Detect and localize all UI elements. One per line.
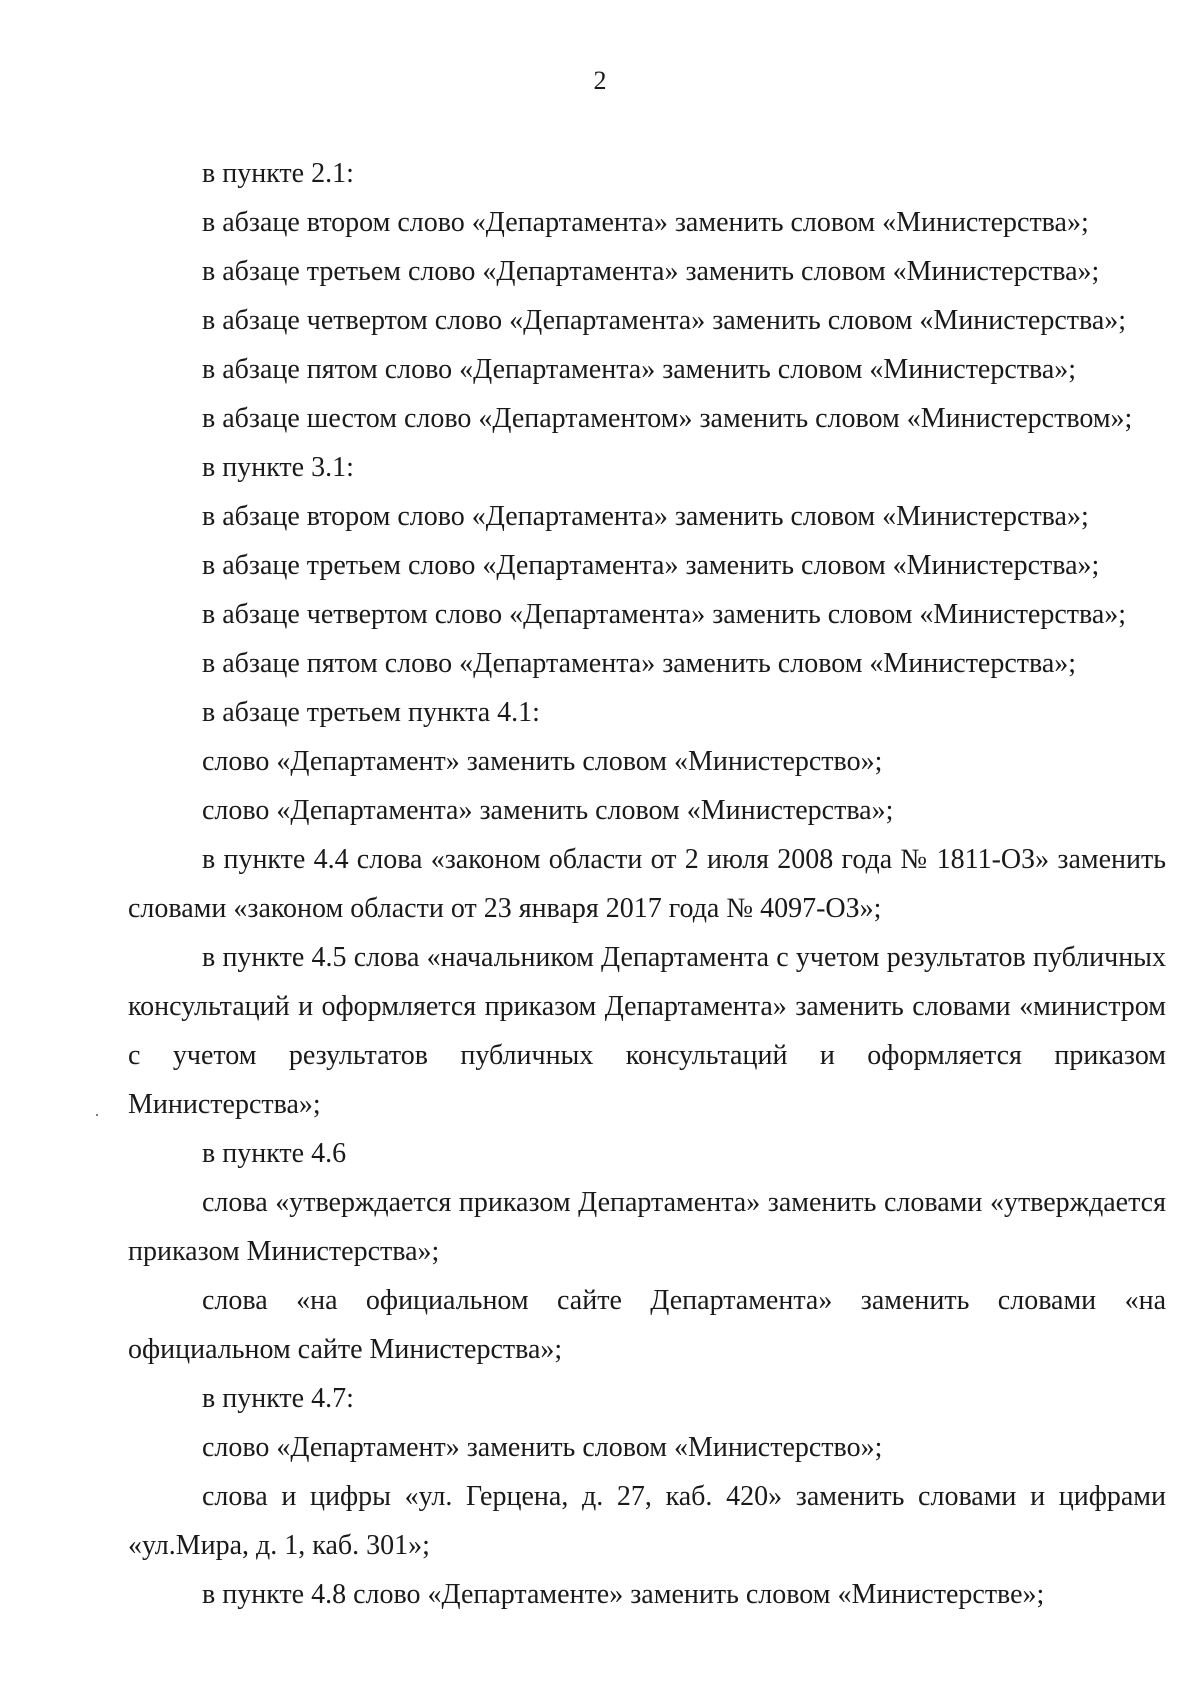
paragraph: слова «на официальном сайте Департамента» заменить словами «на официальном сайте Министерства»; <box>128 1285 1166 1365</box>
paragraph: слова и цифры «ул. Герцена, д. 27, каб. 420» заменить словами и цифрами «ул.Мира, д. 1, каб. 301»; <box>128 1481 1166 1561</box>
paragraph: слово «Департамента» заменить словом «Министерства»; <box>202 795 894 826</box>
paragraph: в пункте 3.1: <box>202 452 354 483</box>
paragraph: в абзаце третьем слово «Департамента» заменить словом «Министерства»; <box>202 550 1100 581</box>
paragraph: слово «Департамент» заменить словом «Министерство»; <box>202 1432 883 1463</box>
paragraph: в пункте 4.4 слова «законом области от 2 июля 2008 года № 1811-ОЗ» заменить словами «законом области от 23 января 2017 года № 4097-ОЗ»; <box>128 844 1166 924</box>
paragraph: в абзаце четвертом слово «Департамента» заменить словом «Министерства»; <box>202 599 1127 630</box>
paragraph: в пункте 4.5 слова «начальником Департамента с учетом результатов публичных консультаций и оформляется приказом Департамента» заменить словами «министром с учетом результатов публичных консультаций и оформляется приказом Министерства»; <box>128 942 1166 1120</box>
paragraph: в абзаце пятом слово «Департамента» заменить словом «Министерства»; <box>202 648 1077 679</box>
paragraph: в абзаце шестом слово «Департаментом» заменить словом «Министерством»; <box>202 403 1133 434</box>
paragraph: в абзаце пятом слово «Департамента» заменить словом «Министерства»; <box>202 354 1077 385</box>
paragraph: в пункте 2.1: <box>202 158 354 189</box>
paragraph: в абзаце третьем пункта 4.1: <box>202 697 540 728</box>
paragraph: в пункте 4.7: <box>202 1383 354 1414</box>
paragraph: слова «утверждается приказом Департамента» заменить словами «утверждается приказом Министерства»; <box>128 1187 1166 1267</box>
paragraph: в абзаце четвертом слово «Департамента» заменить словом «Министерства»; <box>202 305 1127 336</box>
paragraph: в абзаце втором слово «Департамента» заменить словом «Министерства»; <box>202 207 1089 238</box>
margin-mark <box>96 1114 98 1116</box>
paragraph: в пункте 4.8 слово «Департаменте» заменить словом «Министерстве»; <box>202 1579 1045 1610</box>
page-number: 2 <box>593 66 607 95</box>
paragraph: слово «Департамент» заменить словом «Министерство»; <box>202 746 883 777</box>
paragraph: в абзаце третьем слово «Департамента» заменить словом «Министерства»; <box>202 256 1100 287</box>
paragraph: в пункте 4.6 <box>202 1138 347 1169</box>
document-body <box>128 149 1166 1619</box>
paragraph: в абзаце втором слово «Департамента» заменить словом «Министерства»; <box>202 501 1089 532</box>
